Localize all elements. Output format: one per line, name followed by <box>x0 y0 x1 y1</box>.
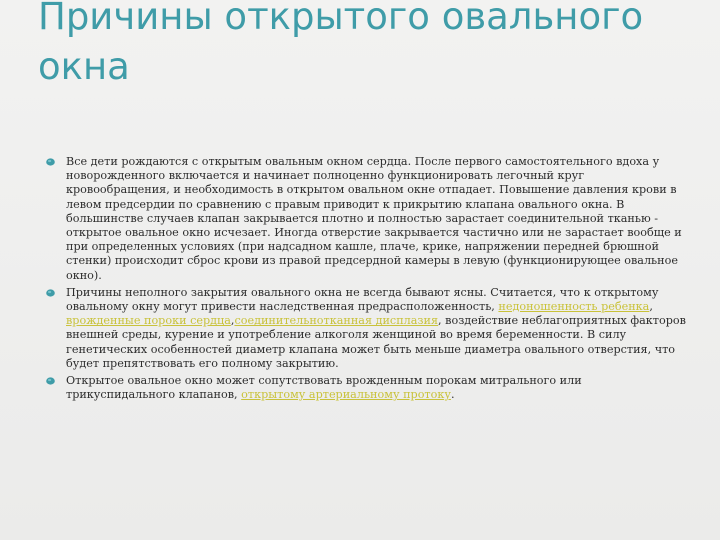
teal-oval-bullet-icon <box>46 289 55 297</box>
list-item-text: , воздействие неблагоприятных факторов внешней среды, курение и употребление алкоголя женщиной во время беременности. В силу генетических особенностей диаметр клапана может быть меньше диаметра овального отверстия, что будет препятствовать его полному закрытию. <box>66 314 686 370</box>
bullet-list <box>46 155 686 405</box>
list-item-text: , <box>649 300 653 314</box>
list-item-text: , <box>230 314 235 328</box>
teal-oval-bullet-icon <box>46 158 55 166</box>
list-item <box>46 374 686 402</box>
slide-title: Причины открытого овального окна <box>38 0 644 88</box>
list-item-text: . <box>450 388 455 402</box>
link-connective-tissue-dysplasia[interactable]: соединительнотканная дисплазия <box>234 314 439 328</box>
link-patent-ductus-arteriosus[interactable]: открытому артериальному протоку <box>241 388 451 402</box>
list-item-text: Открытое овальное окно может сопутствовать врожденным порокам митрального или трикуспидального клапанов, <box>66 374 582 402</box>
link-prematurity[interactable]: недоношенность ребенка <box>498 300 650 314</box>
list-item <box>46 286 686 371</box>
list-item <box>46 155 686 283</box>
list-item-text: Причины неполного закрытия овального окна не всегда бывают ясны. Считается, что к открытому овальному окну могут привести наследственная предрасположенность, <box>66 285 659 314</box>
teal-oval-bullet-icon <box>46 377 55 385</box>
link-congenital-heart-defects[interactable]: врожденные пороки сердца <box>66 314 231 328</box>
list-item-text: Все дети рождаются с открытым овальным окном сердца. После первого самостоятельного вдоха у новорожденного включается и начинает полноценно функционировать легочный круг кровообращения, и необходимость в открытом овальном окне отпадает. Повышение давления крови в левом предсердии по сравнению с правым приводит к прикрытию клапана овального окна. В большинстве случаев клапан закрывается плотно и полностью зарастает соединительной тканью - открытое овальное окно исчезает. Иногда отверстие закрывается частично или не зарастает вообще и при определенных условиях (при надсадном кашле, плаче, крике, напряжении передней брюшной стенки) происходит сброс крови из правой предсердной камеры в левую (функционирующее овальное окно). <box>66 155 682 282</box>
